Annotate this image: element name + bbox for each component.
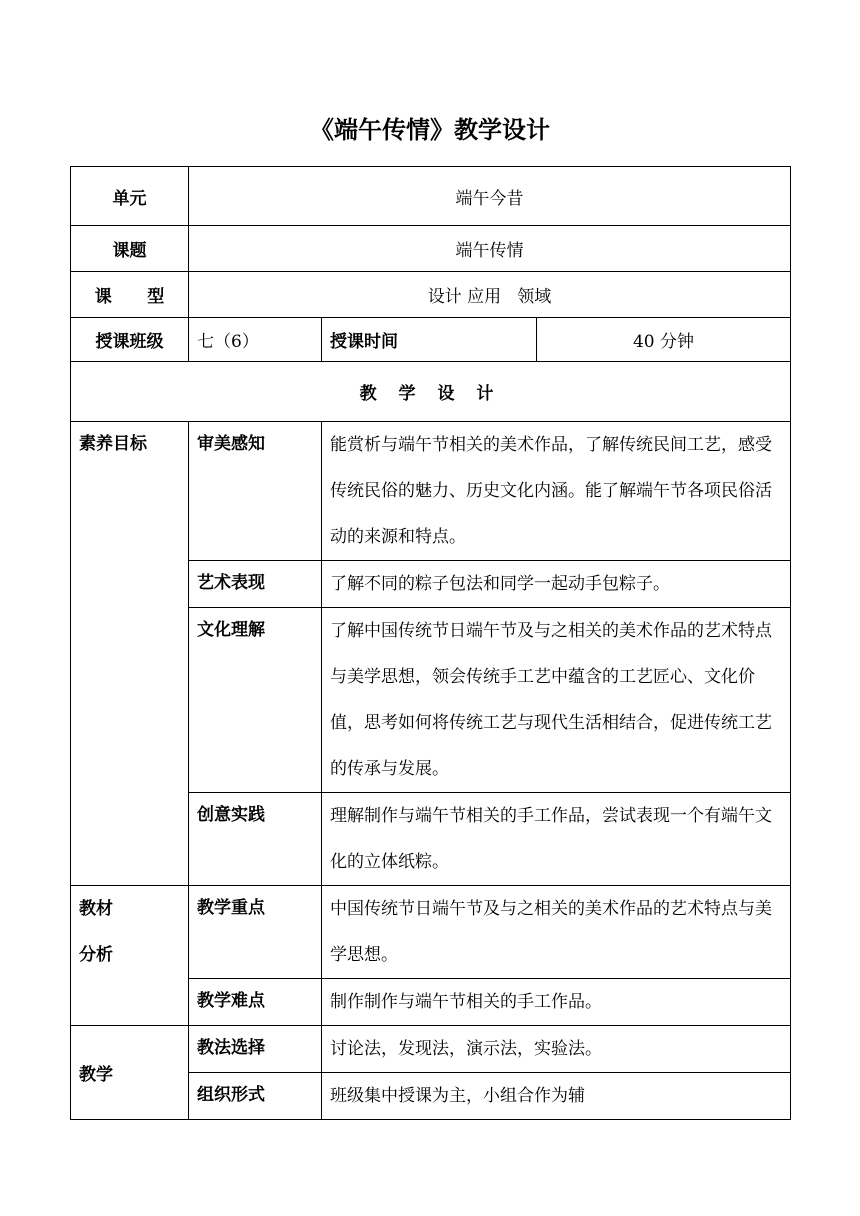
teaching-item-text: 班级集中授课为主，小组合作为辅 (322, 1073, 791, 1120)
row-type (71, 272, 791, 318)
type-value: 设计 应用 领域 (189, 272, 791, 318)
time-label: 授课时间 (322, 318, 537, 362)
material-label (71, 886, 189, 1026)
class-label: 授课班级 (71, 318, 189, 362)
type-label: 课 型 (71, 272, 189, 318)
literacy-label: 素养目标 (71, 422, 189, 886)
row-topic (71, 226, 791, 272)
literacy-item-name: 审美感知 (189, 422, 322, 561)
teaching-item-name: 教法选择 (189, 1026, 322, 1073)
literacy-item-name: 创意实践 (189, 793, 322, 886)
literacy-item-text: 了解不同的粽子包法和同学一起动手包粽子。 (322, 561, 791, 608)
literacy-item-text: 能赏析与端午节相关的美术作品，了解传统民间工艺，感受传统民俗的魅力、历史文化内涵。能了解端午节各项民俗活动的来源和特点。 (322, 422, 791, 561)
unit-value: 端午今昔 (189, 167, 791, 226)
literacy-item-text: 了解中国传统节日端午节及与之相关的美术作品的艺术特点与美学思想，领会传统手工艺中蕴含的工艺匠心、文化价值，思考如何将传统工艺与现代生活相结合，促进传统工艺的传承与发展。 (322, 608, 791, 793)
material-item-name: 教学难点 (189, 979, 322, 1026)
literacy-item-name: 文化理解 (189, 608, 322, 793)
topic-value: 端午传情 (189, 226, 791, 272)
material-row (71, 886, 791, 979)
class-value: 七（6） (189, 318, 322, 362)
row-class-time (71, 318, 791, 362)
material-item-text: 制作制作与端午节相关的手工作品。 (322, 979, 791, 1026)
topic-label: 课题 (71, 226, 189, 272)
teaching-label: 教学 (71, 1026, 189, 1120)
material-item-text: 中国传统节日端午节及与之相关的美术作品的艺术特点与美学思想。 (322, 886, 791, 979)
design-header: 教 学 设 计 (71, 362, 791, 422)
row-design-header (71, 362, 791, 422)
time-value: 40 分钟 (537, 318, 791, 362)
teaching-item-text: 讨论法，发现法，演示法，实验法。 (322, 1026, 791, 1073)
literacy-item-text: 理解制作与端午节相关的手工作品，尝试表现一个有端午文化的立体纸粽。 (322, 793, 791, 886)
material-item-name: 教学重点 (189, 886, 322, 979)
document-title: 《端午传情》教学设计 (310, 116, 550, 144)
unit-label: 单元 (71, 167, 189, 226)
literacy-row (71, 422, 791, 561)
teaching-item-name: 组织形式 (189, 1073, 322, 1120)
literacy-item-name: 艺术表现 (189, 561, 322, 608)
material-label-line1: 教材 (79, 899, 113, 919)
teaching-row (71, 1026, 791, 1073)
lesson-plan-table (70, 166, 791, 1120)
material-label-line2: 分析 (79, 945, 113, 965)
row-unit (71, 167, 791, 226)
